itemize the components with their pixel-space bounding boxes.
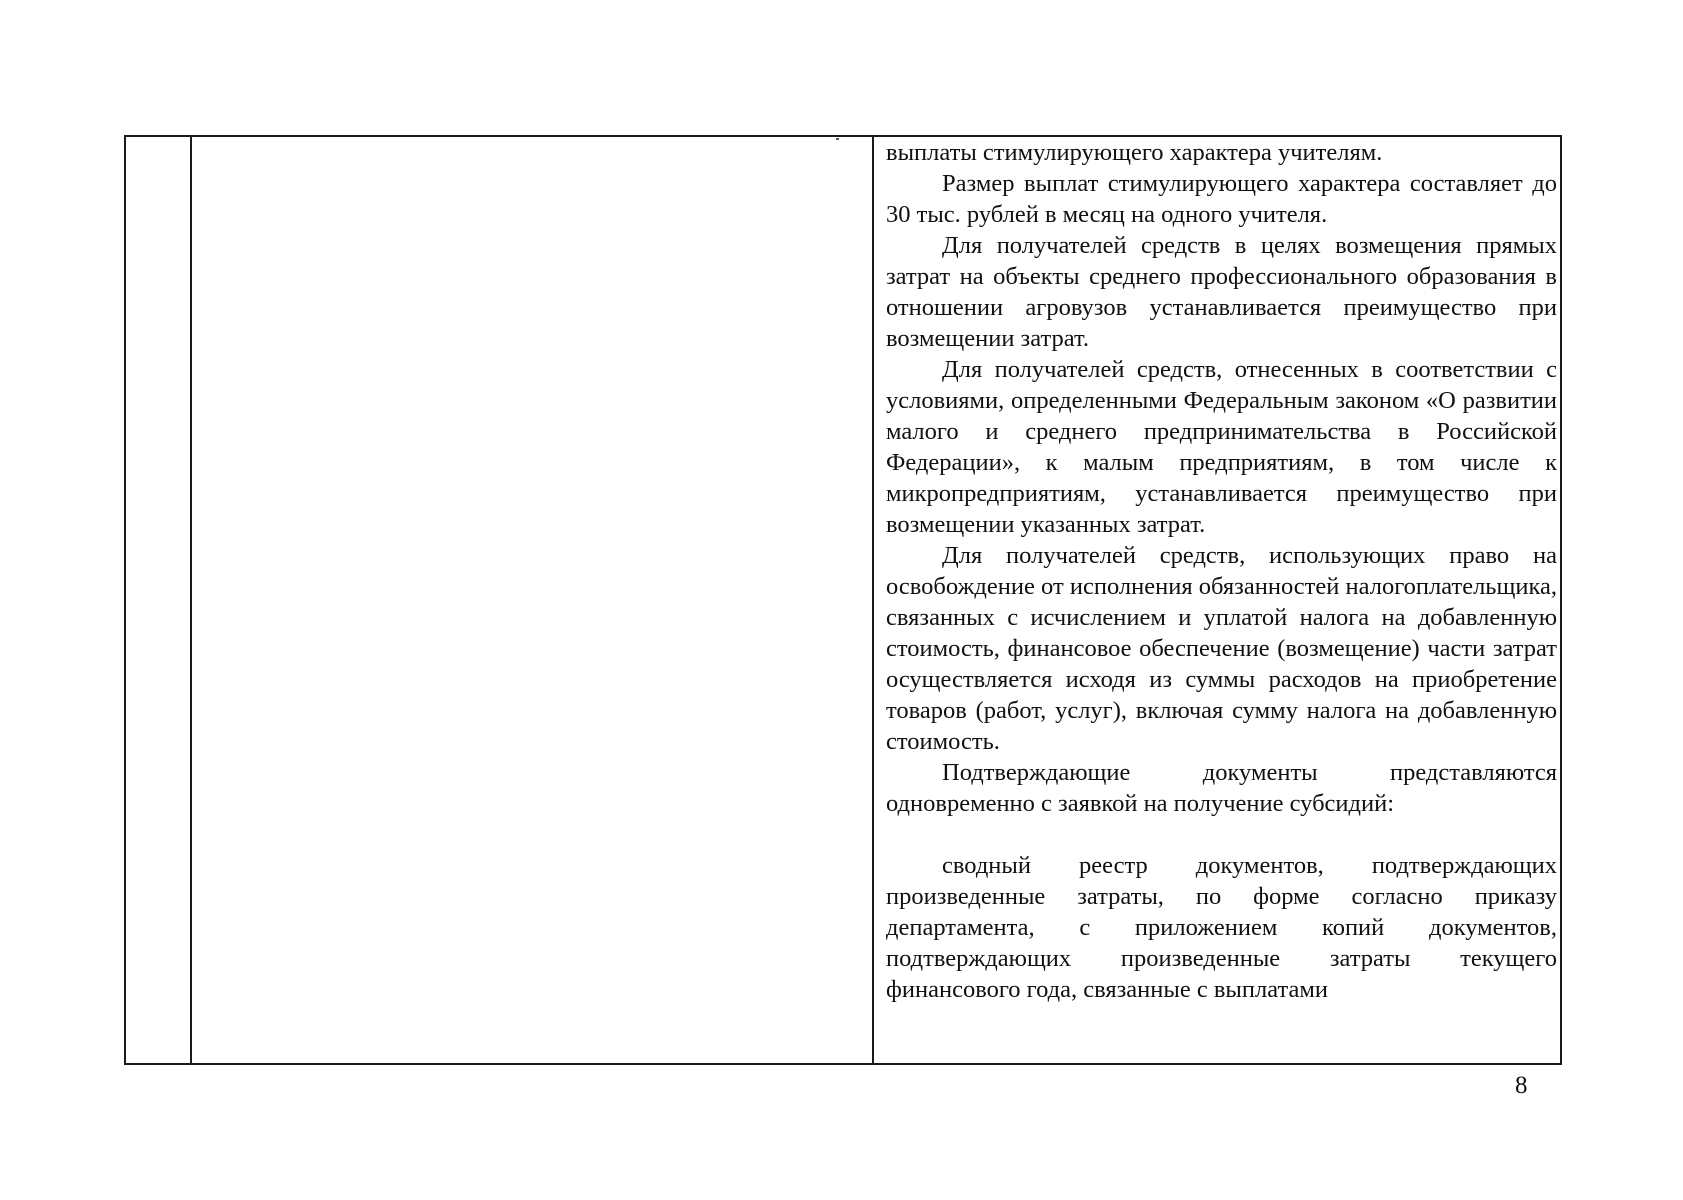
table-column-divider-1: [190, 137, 192, 1063]
paragraph-summary-registry: сводный реестр документов, подтверждающих произведенные затраты, по форме согласно приказу департамента, с приложением копий документов, подтверждающих произведенные затраты текущего финансового года, связанные с выплатами: [886, 852, 1557, 1003]
paragraph-payment-size: Размер выплат стимулирующего характера составляет до 30 тыс. рублей в месяц на одного учителя.: [886, 170, 1557, 228]
paragraph-vat-exemption: Для получателей средств, использующих право на освобождение от исполнения обязанностей налогоплательщика, связанных с исчислением и уплатой налога на добавленную стоимость, финансовое обеспечение (возмещение) части затрат осуществляется исходя из суммы расходов на приобретение товаров (работ, услуг), включая сумму налога на добавленную стоимость.: [886, 542, 1557, 755]
page-number: 8: [1515, 1072, 1528, 1099]
paragraph-supporting-documents: Подтверждающие документы представляются одновременно с заявкой на получение субсидий:: [886, 759, 1557, 817]
paragraph-agro-universities: Для получателей средств в целях возмещения прямых затрат на объекты среднего профессионального образования в отношении агровузов устанавливается преимущество при возмещении затрат.: [886, 232, 1557, 352]
scan-mark: [836, 138, 839, 140]
table-text-column: [886, 137, 1557, 1005]
paragraph-continuation: выплаты стимулирующего характера учителям.: [886, 139, 1383, 166]
table-column-divider-2: [872, 137, 874, 1063]
paragraph-small-enterprises: Для получателей средств, отнесенных в соответствии с условиями, определенными Федеральным законом «О развитии малого и среднего предпринимательства в Российской Федерации», к малым предприятиям, в том числе к микропредприятиям, устанавливается преимущество при возмещении указанных затрат.: [886, 356, 1557, 538]
paragraph-gap: [886, 819, 1557, 850]
